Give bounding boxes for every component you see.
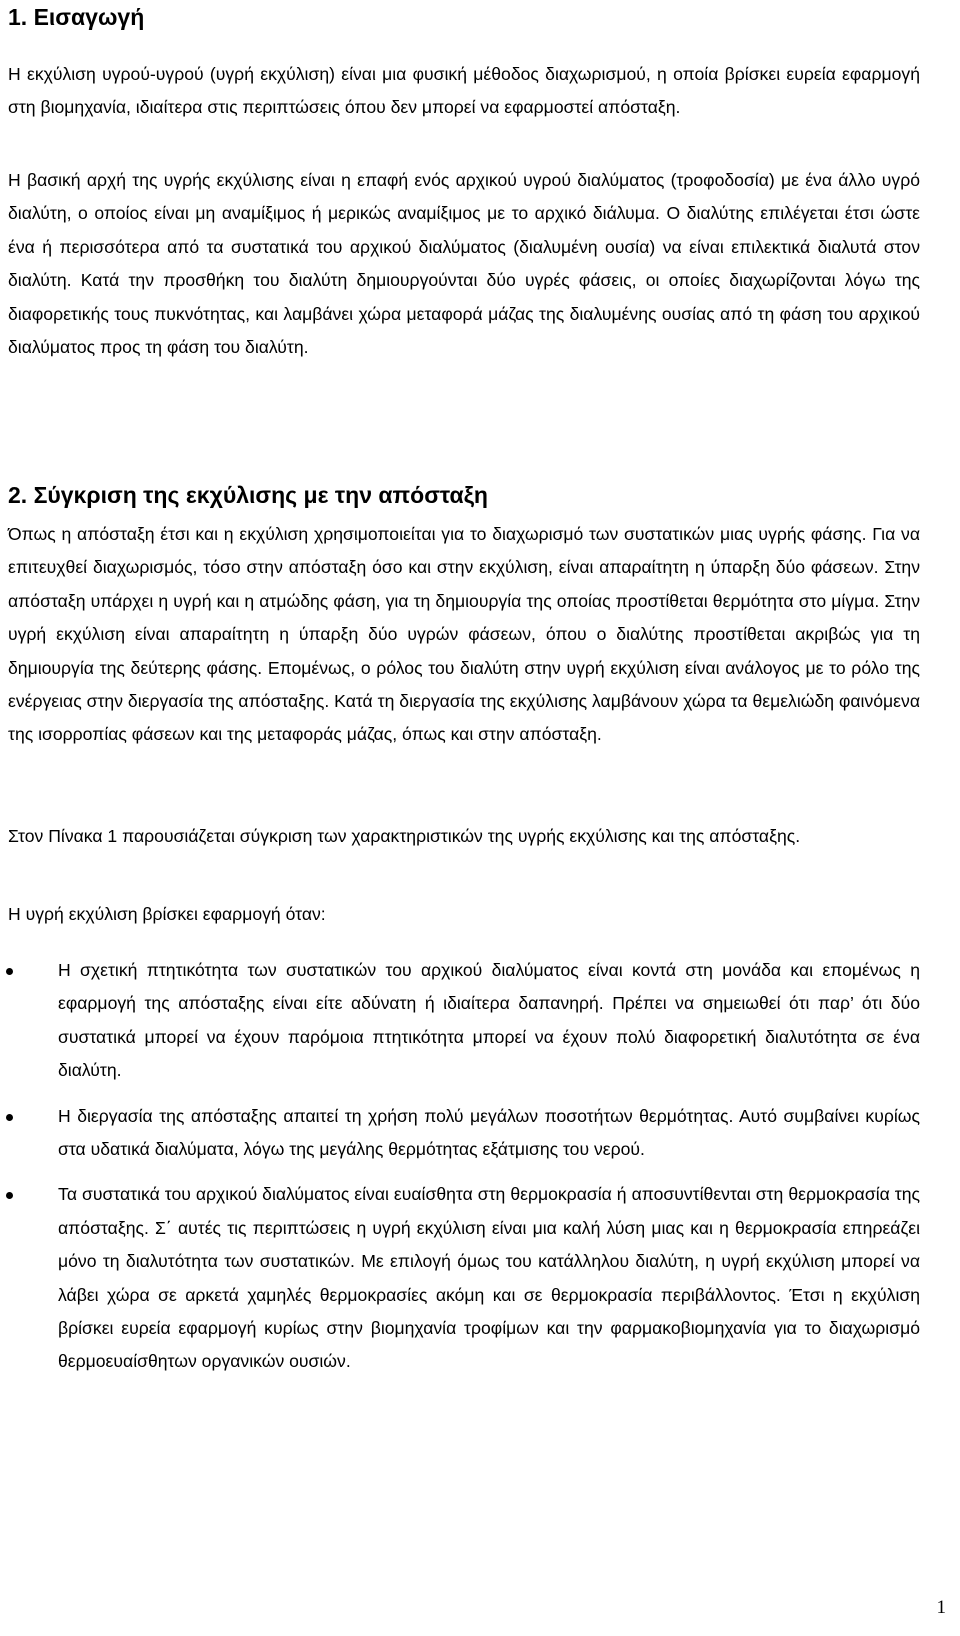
section-1-paragraph-2: Η βασική αρχή της υγρής εκχύλισης είναι η επαφή ενός αρχικού υγρού διαλύματος (τροφοδοσία) με ένα άλλο υγρό διαλύτη, ο οποίος είναι μη αναμίξιμος ή μερικώς αναμίξιμος με το αρχικό διάλυμα. Ο διαλύτης επιλέγεται έτσι ώστε ένα ή περισσότερα από τα συστατικά του αρχικού διαλύματος (διαλυμένη ουσία) να είναι επιλεκτικά διαλυτά στον διαλύτη. Κατά την προσθήκη του διαλύτη δημιουργούνται δύο υγρές φάσεις, οι οποίες διαχωρίζονται λόγω της διαφορετικής τους πυκνότητας, και λαμβάνει χώρα μεταφορά μάζας της διαλυμένης ουσίας από τη φάση του αρχικού διαλύματος προς τη φάση του διαλύτη. — [8, 170, 920, 358]
list-item-text: Τα συστατικά του αρχικού διαλύματος είναι ευαίσθητα στη θερμοκρασία ή αποσυντίθενται στη θερμοκρασία της απόσταξης. Σ΄ αυτές τις περιπτώσεις η υγρή εκχύλιση είναι μια καλή λύση μιας και η θερμοκρασία επηρεάζει μόνο τη διαλυτότητα των συστατικών. Με επιλογή όμως του κατάλληλου διαλύτη, η υγρή εκχύλιση μπορεί να λάβει χώρα σε αρκετά χαμηλές θερμοκρασίες ακόμη και σε θερμοκρασία περιβάλλοντος. Έτσι η εκχύλιση βρίσκει ευρεία εφαρμογή κυρίως στην βιομηχανία τροφίμων και την φαρμακοβιομηχανία για το διαχωρισμό θερμοευαίσθητων οργανικών ουσιών. — [58, 1184, 920, 1372]
bullet-icon — [6, 1114, 13, 1121]
bullet-icon — [6, 1192, 13, 1199]
list-item — [8, 1178, 920, 1378]
section-2-paragraph-2: Στον Πίνακα 1 παρουσιάζεται σύγκριση των χαρακτηριστικών της υγρής εκχύλισης και της απόσταξης. — [8, 826, 801, 846]
section-1-heading: 1. Εισαγωγή — [8, 4, 145, 30]
bullet-icon — [6, 968, 13, 975]
page-number: 1 — [936, 1597, 946, 1618]
list-item-text: Η σχετική πτητικότητα των συστατικών του αρχικού διαλύματος είναι κοντά στη μονάδα και επομένως η εφαρμογή της απόσταξης είναι είτε αδύνατη ή ιδιαίτερα δαπανηρή. Πρέπει να σημειωθεί ότι παρ’ ότι δύο συστατικά μπορεί να έχουν παρόμοια πτητικότητα μπορεί να έχουν πολύ διαφορετική διαλυτότητα σε ένα διαλύτη. — [58, 960, 920, 1081]
list-item — [8, 954, 920, 1088]
section-2-paragraph-1: Όπως η απόσταξη έτσι και η εκχύλιση χρησιμοποιείται για το διαχωρισμό των συστατικών μιας υγρής φάσης. Για να επιτευχθεί διαχωρισμός, τόσο στην απόσταξη όσο και στην εκχύλιση, είναι απαραίτητη η ύπαρξη δύο φάσεων. Στην απόσταξη υπάρχει η υγρή και η ατμώδης φάση, για τη δημιουργία της οποίας προστίθεται θερμότητα στο μίγμα. Στην υγρή εκχύλιση είναι απαραίτητη η ύπαρξη δύο υγρών φάσεων, όπου ο διαλύτης προστίθεται ακριβώς για τη δημιουργία της δεύτερης φάσης. Επομένως, ο ρόλος του διαλύτη στην υγρή εκχύλιση είναι ανάλογος με το ρόλο της ενέργειας στην διεργασία της απόσταξης. Κατά τη διεργασία της εκχύλισης λαμβάνουν χώρα τα θεμελιώδη φαινόμενα της ισορροπίας φάσεων και της μεταφοράς μάζας, όπως και στην απόσταξη. — [8, 524, 920, 745]
section-1-paragraph-1: Η εκχύλιση υγρού-υγρού (υγρή εκχύλιση) είναι μια φυσική μέθοδος διαχωρισμού, η οποία βρίσκει ευρεία εφαρμογή στη βιομηχανία, ιδιαίτερα στις περιπτώσεις όπου δεν μπορεί να εφαρμοστεί απόσταξη. — [8, 64, 920, 118]
section-2-paragraph-3: Η υγρή εκχύλιση βρίσκει εφαρμογή όταν: — [8, 904, 326, 924]
list-item-text: Η διεργασία της απόσταξης απαιτεί τη χρήση πολύ μεγάλων ποσοτήτων θερμότητας. Αυτό συμβαίνει κυρίως στα υδατικά διαλύματα, λόγω της μεγάλης θερμότητας εξάτμισης του νερού. — [58, 1105, 920, 1160]
application-bullet-list — [8, 954, 920, 1391]
list-item — [8, 1100, 920, 1167]
section-2-heading: 2. Σύγκριση της εκχύλισης με την απόσταξη — [8, 482, 488, 508]
